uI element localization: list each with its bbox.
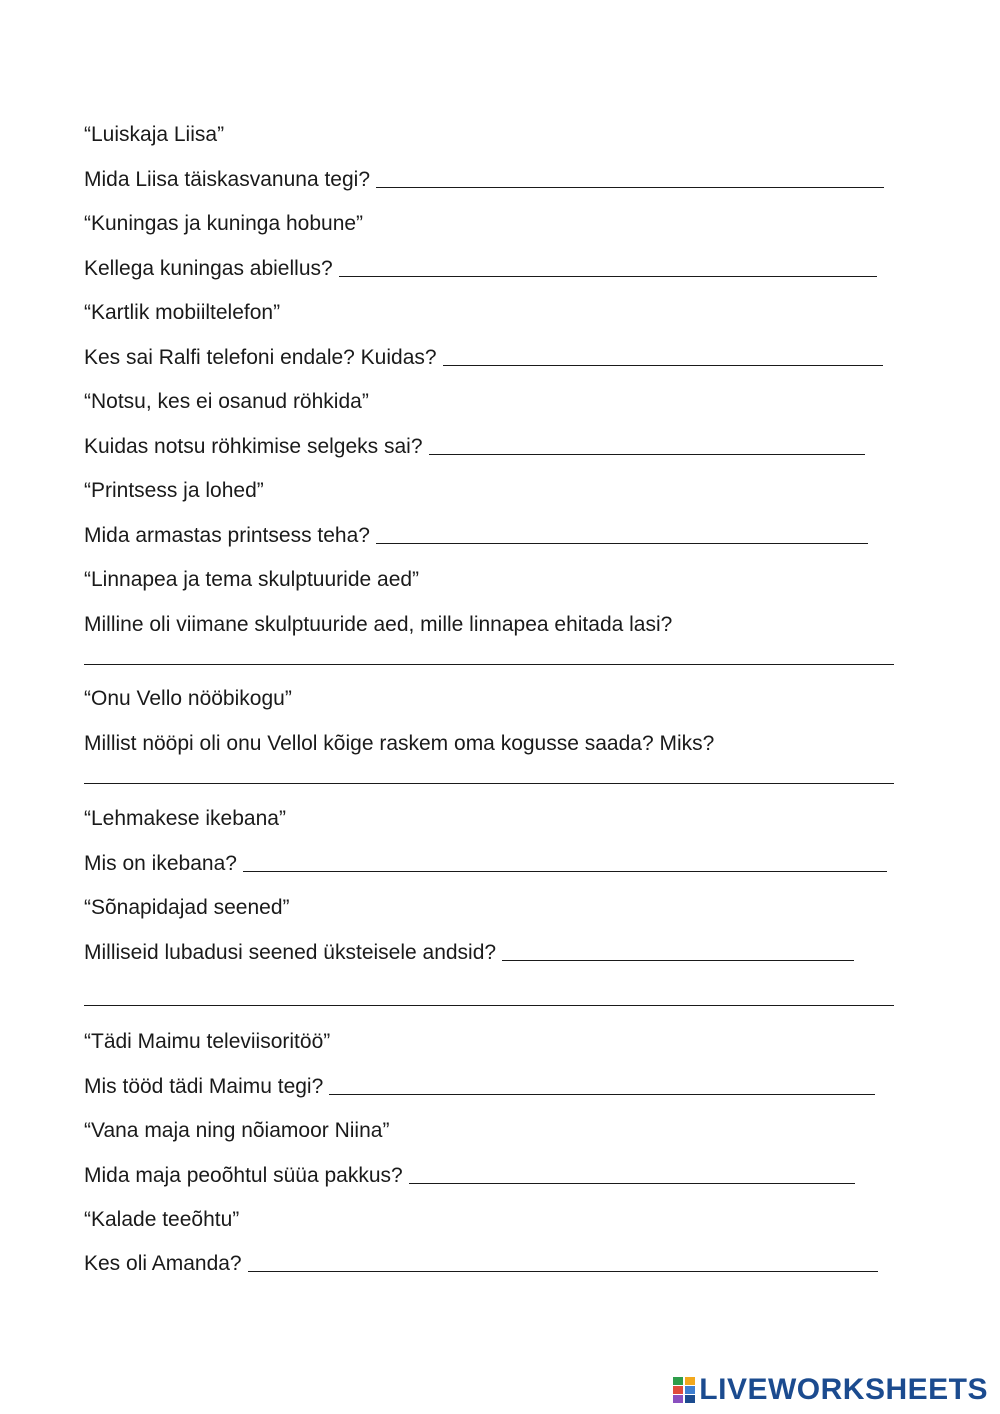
brand-name: LIVEWORKSHEETS	[699, 1373, 988, 1406]
question-row	[84, 434, 865, 460]
question-text: Mida armastas printsess teha?	[84, 524, 370, 547]
answer-blank[interactable]	[376, 187, 884, 188]
question-row	[84, 345, 883, 371]
question-text: Mis tööd tädi Maimu tegi?	[84, 1075, 324, 1098]
story-title: “Luiskaja Liisa”	[84, 123, 225, 146]
answer-blank[interactable]	[502, 960, 854, 961]
question-text: Mis on ikebana?	[84, 852, 237, 875]
story-title: “Kuningas ja kuninga hobune”	[84, 212, 364, 235]
question-row	[84, 523, 868, 549]
question-text: Kuidas notsu röhkimise selgeks sai?	[84, 435, 423, 458]
story-title: “Printsess ja lohed”	[84, 479, 264, 502]
answer-blank[interactable]	[339, 276, 877, 277]
answer-blank[interactable]	[376, 543, 868, 544]
story-title: “Tädi Maimu televiisoritöö”	[84, 1030, 331, 1053]
answer-blank[interactable]	[429, 454, 865, 455]
liveworksheets-logo	[673, 1370, 988, 1410]
story-title: “Onu Vello nööbikogu”	[84, 687, 292, 710]
answer-blank[interactable]	[84, 664, 894, 665]
logo-icon	[673, 1377, 695, 1403]
answer-blank[interactable]	[248, 1271, 878, 1272]
story-title: “Sõnapidajad seened”	[84, 896, 290, 919]
story-title: “Kartlik mobiiltelefon”	[84, 301, 281, 324]
story-title: “Kalade teeõhtu”	[84, 1208, 240, 1231]
answer-blank[interactable]	[443, 365, 883, 366]
question-row	[84, 1074, 875, 1100]
story-title: “Lehmakese ikebana”	[84, 807, 286, 830]
question-row	[84, 851, 887, 877]
question-text: Kes sai Ralfi telefoni endale? Kuidas?	[84, 346, 437, 369]
question-text: Milline oli viimane skulptuuride aed, mille linnapea ehitada lasi?	[84, 613, 673, 636]
question-text: Kellega kuningas abiellus?	[84, 257, 333, 280]
story-title: “Notsu, kes ei osanud röhkida”	[84, 390, 369, 413]
answer-blank[interactable]	[409, 1183, 855, 1184]
question-row	[84, 940, 854, 966]
question-row	[84, 167, 884, 193]
question-text: Mida maja peoõhtul süüa pakkus?	[84, 1164, 403, 1187]
question-text: Kes oli Amanda?	[84, 1252, 242, 1275]
question-text: Millist nööpi oli onu Vellol kõige raskem oma kogusse saada? Miks?	[84, 732, 715, 755]
question-row	[84, 1163, 855, 1189]
question-text: Mida Liisa täiskasvanuna tegi?	[84, 168, 371, 191]
story-title: “Vana maja ning nõiamoor Niina”	[84, 1119, 390, 1142]
story-title: “Linnapea ja tema skulptuuride aed”	[84, 568, 420, 591]
answer-blank[interactable]	[84, 783, 894, 784]
question-text: Milliseid lubadusi seened üksteisele andsid?	[84, 941, 497, 964]
question-row	[84, 1251, 878, 1277]
answer-blank[interactable]	[329, 1094, 875, 1095]
answer-blank[interactable]	[84, 1005, 894, 1006]
answer-blank[interactable]	[243, 871, 887, 872]
question-row	[84, 256, 877, 282]
